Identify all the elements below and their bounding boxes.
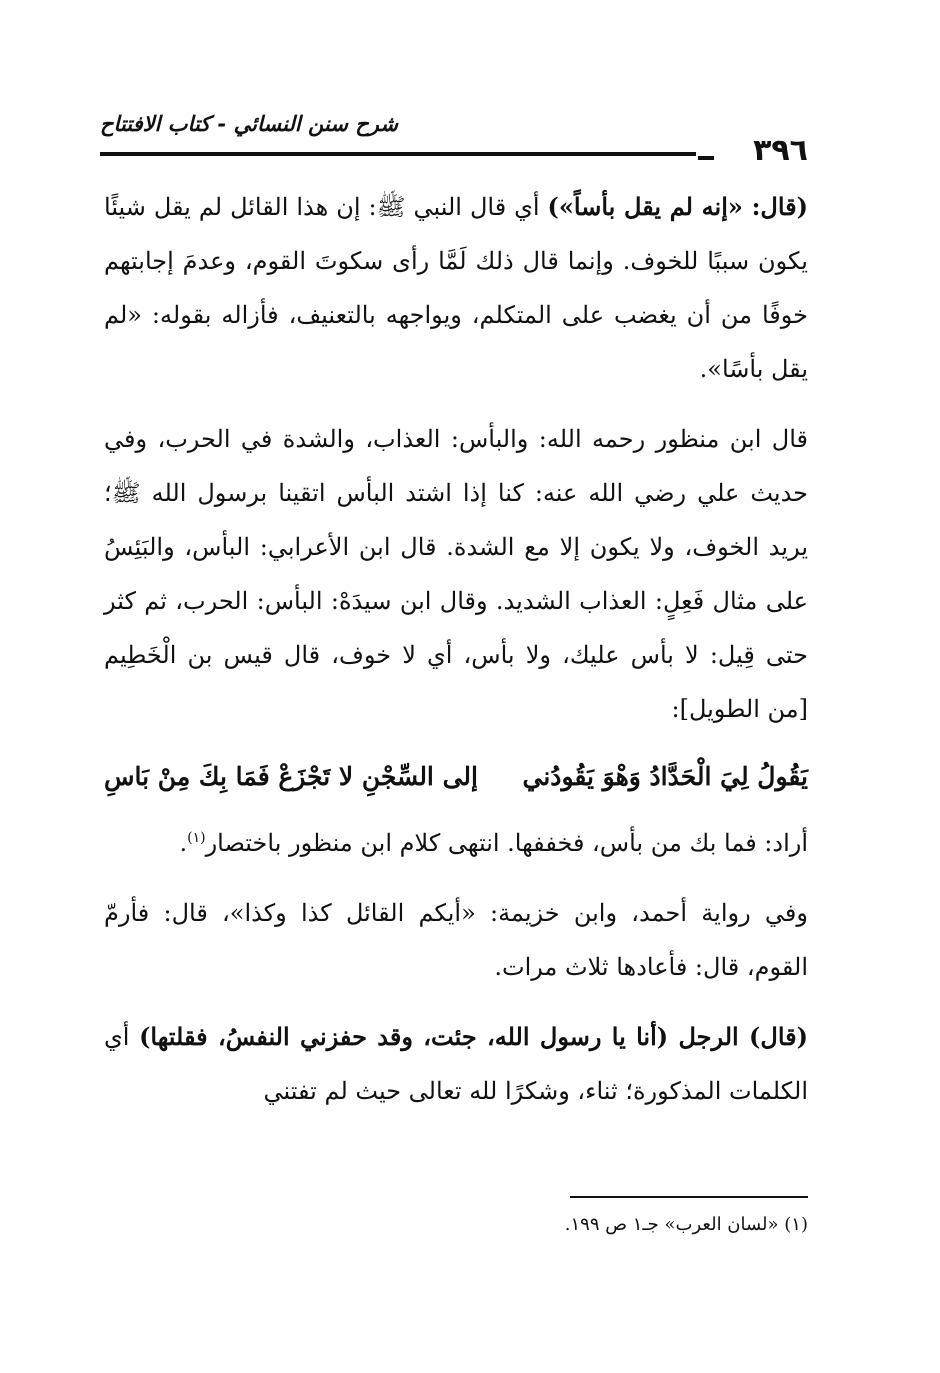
paragraph-1 bbox=[104, 180, 808, 396]
paragraph-2-text: قال ابن منظور رحمه الله: والبأس: العذاب، والشدة في الحرب، وفي حديث علي رضي الله عنه: كنا إذا اشتد البأس اتقينا برسول الله ﷺ؛ يريد الخوف، ولا يكون إلا مع الشدة. قال ابن الأعرابي: البأس، والبَئِسُ على مثال فَعِلٍ: العذاب الشديد. وقال ابن سيدَهْ: البأس: الحرب، ثم كثر حتى قِيل: لا بأس عليك، ولا بأس، أي لا خوف، قال قيس بن الْخَطِيم [من الطويل]: bbox=[104, 425, 808, 723]
paragraph-1-text: أي قال النبي ﷺ: إن هذا القائل لم يقل شيئًا يكون سببًا للخوف. وإنما قال ذلك لَمَّا رأى سكوتَ القوم، وعدمَ إجابتهم خوفًا من أن يغضب على المتكلم، ويواجهه بالتعنيف، فأزاله بقوله: «لم يقل بأسًا». bbox=[104, 193, 808, 383]
main-text bbox=[104, 180, 808, 1118]
header-rule bbox=[100, 152, 696, 156]
poetry-verse bbox=[104, 742, 808, 812]
paragraph-5-quote: (أنا يا رسول الله، جئت، وقد حفزني النفسُ، فقلتها) bbox=[139, 1022, 669, 1051]
verse-second-hemistich: إلى السِّجْنِ لا تَجْزَعْ فَمَا بِكَ مِنْ بَاسِ bbox=[104, 762, 478, 791]
footnote: (١) «لسان العرب» جـ١ ص ١٩٩. bbox=[564, 1214, 808, 1235]
running-title: شرح سنن النسائي - كتاب الافتتاح bbox=[100, 112, 398, 136]
footnote-separator bbox=[570, 1196, 808, 1198]
paragraph-5-lemma: (قال) الرجل bbox=[668, 1022, 808, 1051]
paragraph-3-text: أراد: فما بك من بأس، فخففها. انتهى كلام ابن منظور باختصار bbox=[205, 829, 808, 857]
paragraph-2 bbox=[104, 412, 808, 736]
running-header bbox=[100, 108, 808, 168]
page-number: ٣٩٦ bbox=[753, 133, 808, 168]
paragraph-1-lemma: (قال: «إنه لم يقل بأساً») bbox=[547, 192, 809, 221]
footnote-reference[interactable]: (١) bbox=[187, 830, 206, 846]
paragraph-4-text: وفي رواية أحمد، وابن خزيمة: «أيكم القائل كذا وكذا»، قال: فأرمّ القوم، قال: فأعادها ثلاث مرات. bbox=[104, 899, 808, 981]
paragraph-5-text: أي الكلمات المذكورة؛ ثناء، وشكرًا لله تعالى حيث لم تفتني bbox=[104, 1023, 808, 1105]
paragraph-3-end: . bbox=[179, 829, 188, 857]
paragraph-5 bbox=[104, 1010, 808, 1118]
paragraph-3 bbox=[104, 816, 808, 870]
verse-first-hemistich: يَقُولُ لِيَ الْحَدَّادُ وَهْوَ يَقُودُني bbox=[522, 762, 808, 791]
paragraph-4 bbox=[104, 886, 808, 994]
page-number-dash bbox=[698, 156, 714, 160]
